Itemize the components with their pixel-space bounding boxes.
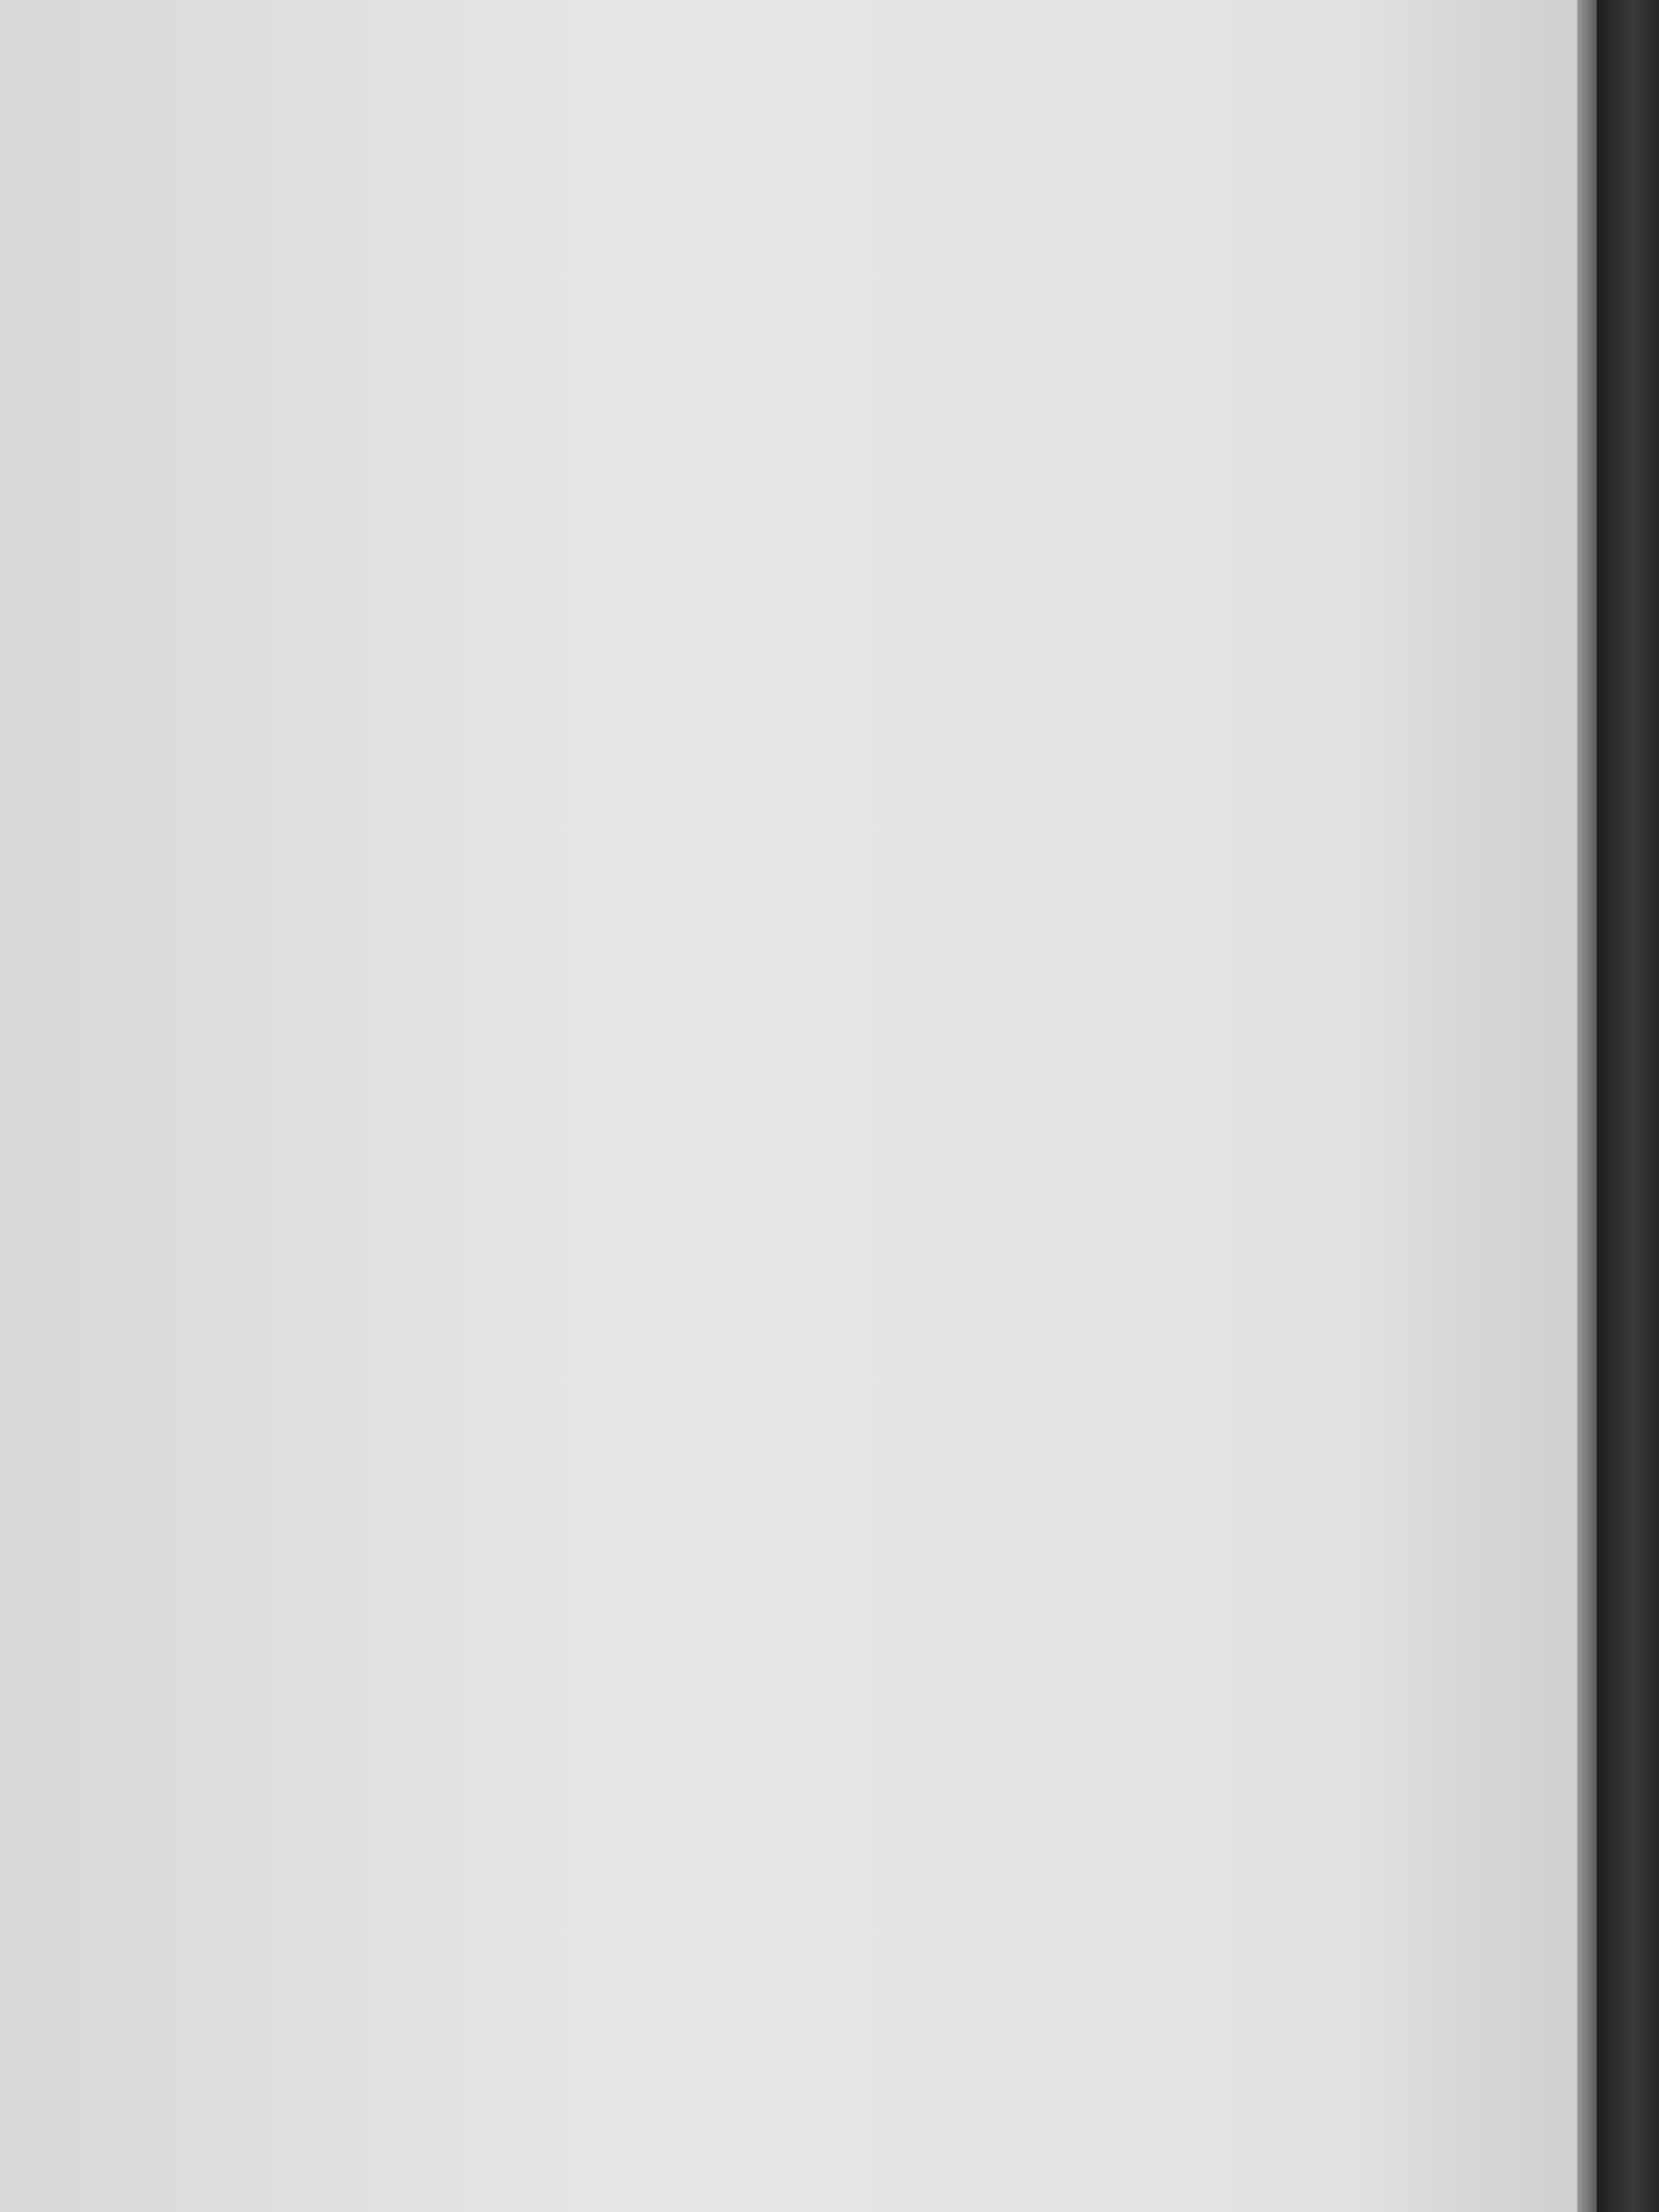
toc-preface[interactable] (41, 321, 1382, 370)
book-cover-edge (1597, 0, 1659, 2212)
page-edge (1577, 0, 1597, 2212)
toc-preface-page-row (1266, 350, 1382, 399)
